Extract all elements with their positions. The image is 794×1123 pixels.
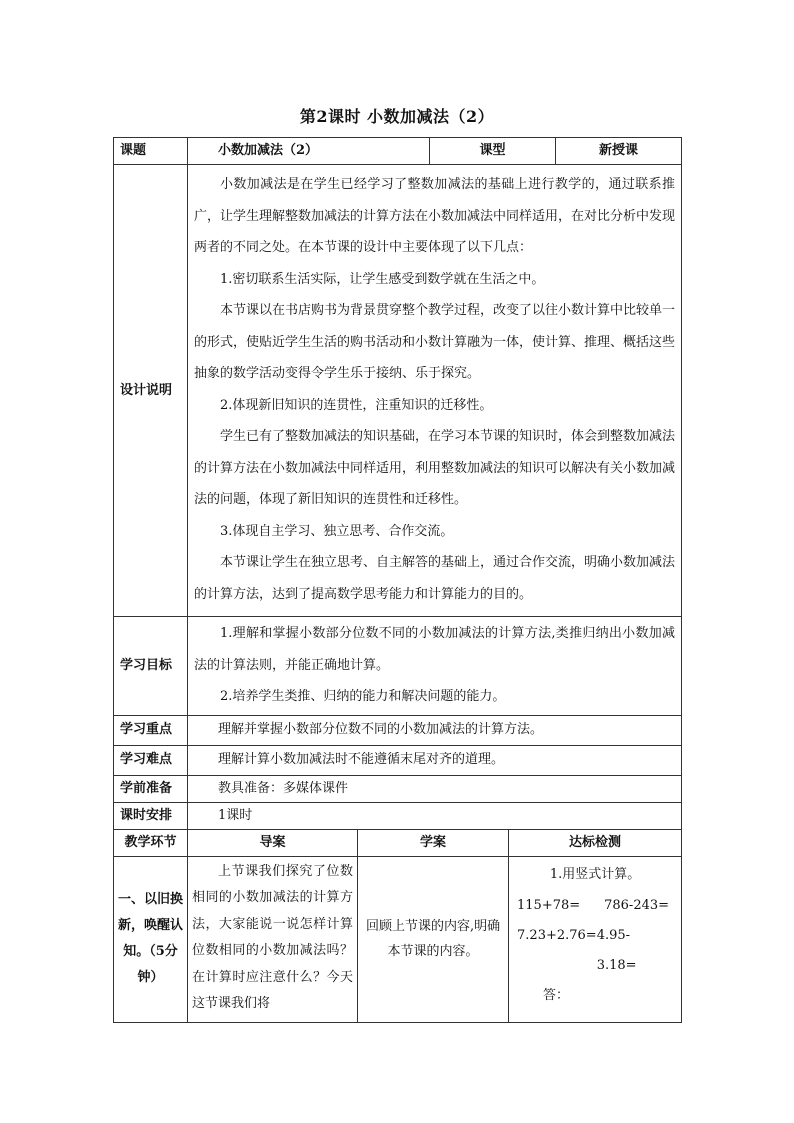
preparation-value: 教具准备：多媒体课件 bbox=[188, 775, 682, 802]
design-paragraph: 学生已有了整数加减法的知识基础，在学习本节课的知识时，体会到整数加减法的计算方法在小数加减法中同样适用，利用整数加减法的知识可以解决有关小数加减法的问题，体现了新旧知识的连贯性和迁移性。 bbox=[194, 429, 676, 507]
difficulty-label: 学习难点 bbox=[114, 745, 188, 775]
equation: 4.95-3.18= bbox=[596, 927, 637, 973]
difficulty-value: 理解计算小数加减法时不能遵循末尾对齐的道理。 bbox=[188, 745, 682, 775]
goal-paragraph: 1.理解和掌握小数部分位数不同的小数加减法的计算方法,类推归纳出小数加减法的计算法则，并能正确地计算。 bbox=[194, 626, 676, 673]
preparation-label: 学前准备 bbox=[114, 775, 188, 802]
topic-value: 小数加减法（2） bbox=[188, 138, 430, 165]
design-paragraph: 1.密切联系生活实际，让学生感受到数学就在生活之中。 bbox=[220, 271, 545, 287]
equation: 7.23+2.76= bbox=[517, 927, 597, 943]
key-point-row bbox=[114, 715, 682, 745]
design-content bbox=[188, 165, 682, 617]
key-point-value: 理解并掌握小数部分位数不同的小数加减法的计算方法。 bbox=[188, 715, 682, 745]
page-title: 第2课时 小数加减法（2） bbox=[299, 107, 495, 126]
stage1-guide bbox=[188, 856, 358, 1022]
design-paragraph: 3.体现自主学习、独立思考、合作交流。 bbox=[220, 523, 454, 539]
column-header-row bbox=[114, 829, 682, 856]
design-paragraph: 本节课让学生在独立思考、自主解答的基础上，通过合作交流，明确小数加减法的计算方法，达到了提高数学思考能力和计算能力的目的。 bbox=[194, 555, 676, 602]
stage1-check bbox=[509, 856, 682, 1022]
type-label: 课型 bbox=[430, 138, 556, 165]
schedule-value: 1课时 bbox=[188, 802, 682, 829]
stage1-study: 回顾上节课的内容,明确本节课的内容。 bbox=[358, 856, 509, 1022]
goal-paragraph: 2.培养学生类推、归纳的能力和解决问题的能力。 bbox=[220, 689, 506, 704]
equation: 786-243= bbox=[604, 897, 670, 913]
stage1-guide-text: 上节课我们探究了位数相同的小数加减法的计算方法，大家能说一说怎样计算位数相同的小数加减法吗？在计算时应注意什么？今天这节课我们将 bbox=[192, 863, 353, 1011]
schedule-row bbox=[114, 802, 682, 829]
goals-content bbox=[188, 617, 682, 716]
equation: 115+78= bbox=[517, 897, 581, 913]
design-paragraph: 小数加减法是在学生已经学习了整数加减法的基础上进行教学的，通过联系推广，让学生理解整数加减法的计算方法在小数加减法中同样适用，在对比分析中发现两者的不同之处。在本节课的设计中主要体现了以下几点： bbox=[194, 177, 676, 255]
answer-label: 答： bbox=[543, 987, 570, 1003]
equation-row bbox=[513, 921, 677, 981]
equation-row bbox=[513, 891, 677, 921]
header-row bbox=[114, 138, 682, 165]
difficulty-row bbox=[114, 745, 682, 775]
study-header: 学案 bbox=[358, 829, 509, 856]
stage1-row bbox=[114, 856, 682, 1022]
design-paragraph: 本节课以在书店购书为背景贯穿整个教学过程，改变了以往小数计算中比较单一的形式，使贴近学生生活的购书活动和小数计算融为一体，使计算、推理、概括这些抽象的数学活动变得令学生乐于接纳、乐于探究。 bbox=[194, 303, 676, 381]
stage-header: 教学环节 bbox=[114, 829, 188, 856]
stage1-name: 一、以旧换新，唤醒认知。（5分钟） bbox=[114, 856, 188, 1022]
design-label: 设计说明 bbox=[114, 165, 188, 617]
preparation-row bbox=[114, 775, 682, 802]
check-instruction: 1.用竖式计算。 bbox=[549, 866, 641, 882]
topic-label: 课题 bbox=[114, 138, 188, 165]
type-value: 新授课 bbox=[556, 138, 682, 165]
design-paragraph: 2.体现新旧知识的连贯性，注重知识的迁移性。 bbox=[220, 397, 493, 413]
key-point-label: 学习重点 bbox=[114, 715, 188, 745]
goals-row bbox=[114, 617, 682, 716]
design-row bbox=[114, 165, 682, 617]
lesson-plan-table bbox=[113, 137, 681, 1023]
guide-header: 导案 bbox=[188, 829, 358, 856]
check-header: 达标检测 bbox=[509, 829, 682, 856]
schedule-label: 课时安排 bbox=[114, 802, 188, 829]
goals-label: 学习目标 bbox=[114, 617, 188, 716]
